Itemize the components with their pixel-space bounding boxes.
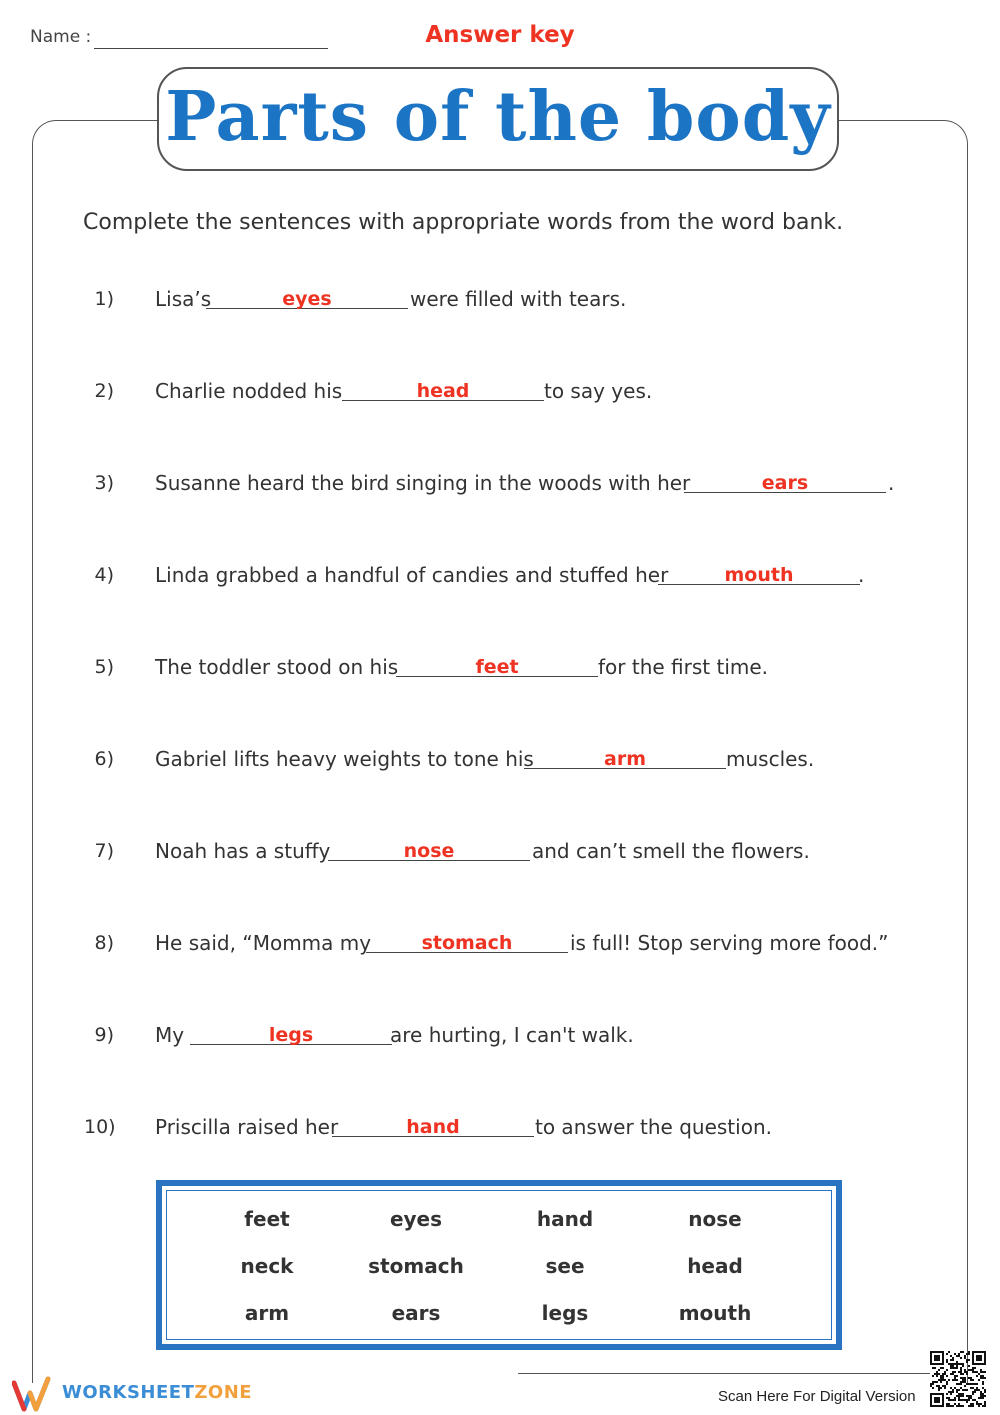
answer-text: legs	[268, 1024, 314, 1046]
word-bank-word: ears	[391, 1301, 441, 1325]
page-title: Parts of the body	[165, 77, 831, 157]
worksheetzone-logo-text	[62, 1382, 252, 1403]
logo-text-accent: ZONE	[194, 1382, 253, 1403]
question-text-before: Gabriel lifts heavy weights to tone his	[155, 747, 534, 771]
question-row	[0, 374, 1000, 414]
qr-code-icon[interactable]	[930, 1351, 986, 1407]
question-text-before: The toddler stood on his	[155, 655, 399, 679]
question-text-after: muscles.	[726, 747, 815, 771]
answer-text: head	[416, 380, 470, 402]
question-row	[0, 742, 1000, 782]
logo-text-main: WORKSHEET	[62, 1382, 195, 1403]
question-text-before: Noah has a stuffy	[155, 839, 331, 863]
answer-text: arm	[604, 748, 646, 770]
question-number: 8)	[94, 932, 114, 954]
question-text-after: .	[858, 563, 865, 587]
question-row	[0, 1110, 1000, 1150]
word-bank-word: hand	[536, 1207, 594, 1231]
worksheetzone-logo-icon	[12, 1375, 56, 1415]
answer-text: feet	[475, 656, 519, 678]
word-bank-word: head	[687, 1254, 743, 1278]
question-text-after: .	[888, 471, 895, 495]
word-bank-word: see	[545, 1254, 585, 1278]
question-number: 2)	[94, 380, 114, 402]
word-bank-word: eyes	[389, 1207, 443, 1231]
question-text-after: to say yes.	[544, 379, 653, 403]
word-bank	[156, 1180, 842, 1350]
question-text-after: were filled with tears.	[410, 287, 627, 311]
question-text-after: and can’t smell the flowers.	[532, 839, 810, 863]
word-bank-word: legs	[541, 1301, 589, 1325]
footer-divider	[518, 1373, 930, 1374]
question-row	[0, 558, 1000, 598]
word-bank-word: mouth	[678, 1301, 752, 1325]
question-row	[0, 466, 1000, 506]
answer-key-label: Answer key	[425, 22, 575, 48]
word-bank-inner	[166, 1190, 832, 1340]
question-number: 10)	[84, 1116, 116, 1138]
question-text-after: are hurting, I can't walk.	[390, 1023, 634, 1047]
question-text-after: for the first time.	[598, 655, 769, 679]
question-number: 1)	[94, 288, 114, 310]
question-text-after: to answer the question.	[535, 1115, 772, 1139]
question-number: 4)	[94, 564, 114, 586]
question-row	[0, 650, 1000, 690]
question-number: 6)	[94, 748, 114, 770]
question-number: 9)	[94, 1024, 114, 1046]
scan-here-text: Scan Here For Digital Version	[718, 1388, 916, 1405]
question-row	[0, 1018, 1000, 1058]
question-text-after: is full! Stop serving more food.”	[570, 931, 889, 955]
word-bank-word: feet	[244, 1207, 290, 1231]
question-text-before: Linda grabbed a handful of candies and stuffed her	[155, 563, 669, 587]
answer-text: mouth	[724, 564, 794, 586]
answer-text: hand	[406, 1116, 460, 1138]
word-bank-word: nose	[688, 1207, 742, 1231]
answer-text: nose	[403, 840, 455, 862]
word-bank-word: arm	[244, 1301, 290, 1325]
question-number: 7)	[94, 840, 114, 862]
answer-text: stomach	[421, 932, 513, 954]
question-row	[0, 834, 1000, 874]
instruction-text: Complete the sentences with appropriate words from the word bank.	[83, 210, 844, 235]
word-bank-word: stomach	[368, 1254, 464, 1278]
question-text-before: Lisa’s	[155, 287, 212, 311]
question-row	[0, 282, 1000, 322]
question-text-before: Susanne heard the bird singing in the woods with her	[155, 471, 691, 495]
name-field-line[interactable]	[94, 48, 328, 49]
name-label: Name :	[30, 27, 92, 47]
question-number: 5)	[94, 656, 114, 678]
question-text-before: Charlie nodded his	[155, 379, 343, 403]
question-row	[0, 926, 1000, 966]
answer-text: eyes	[282, 288, 332, 310]
word-bank-word: neck	[240, 1254, 294, 1278]
question-text-before: Priscilla raised her	[155, 1115, 339, 1139]
answer-text: ears	[761, 472, 809, 494]
question-text-before: He said, “Momma my	[155, 931, 372, 955]
question-text-before: My	[155, 1023, 185, 1047]
question-number: 3)	[94, 472, 114, 494]
